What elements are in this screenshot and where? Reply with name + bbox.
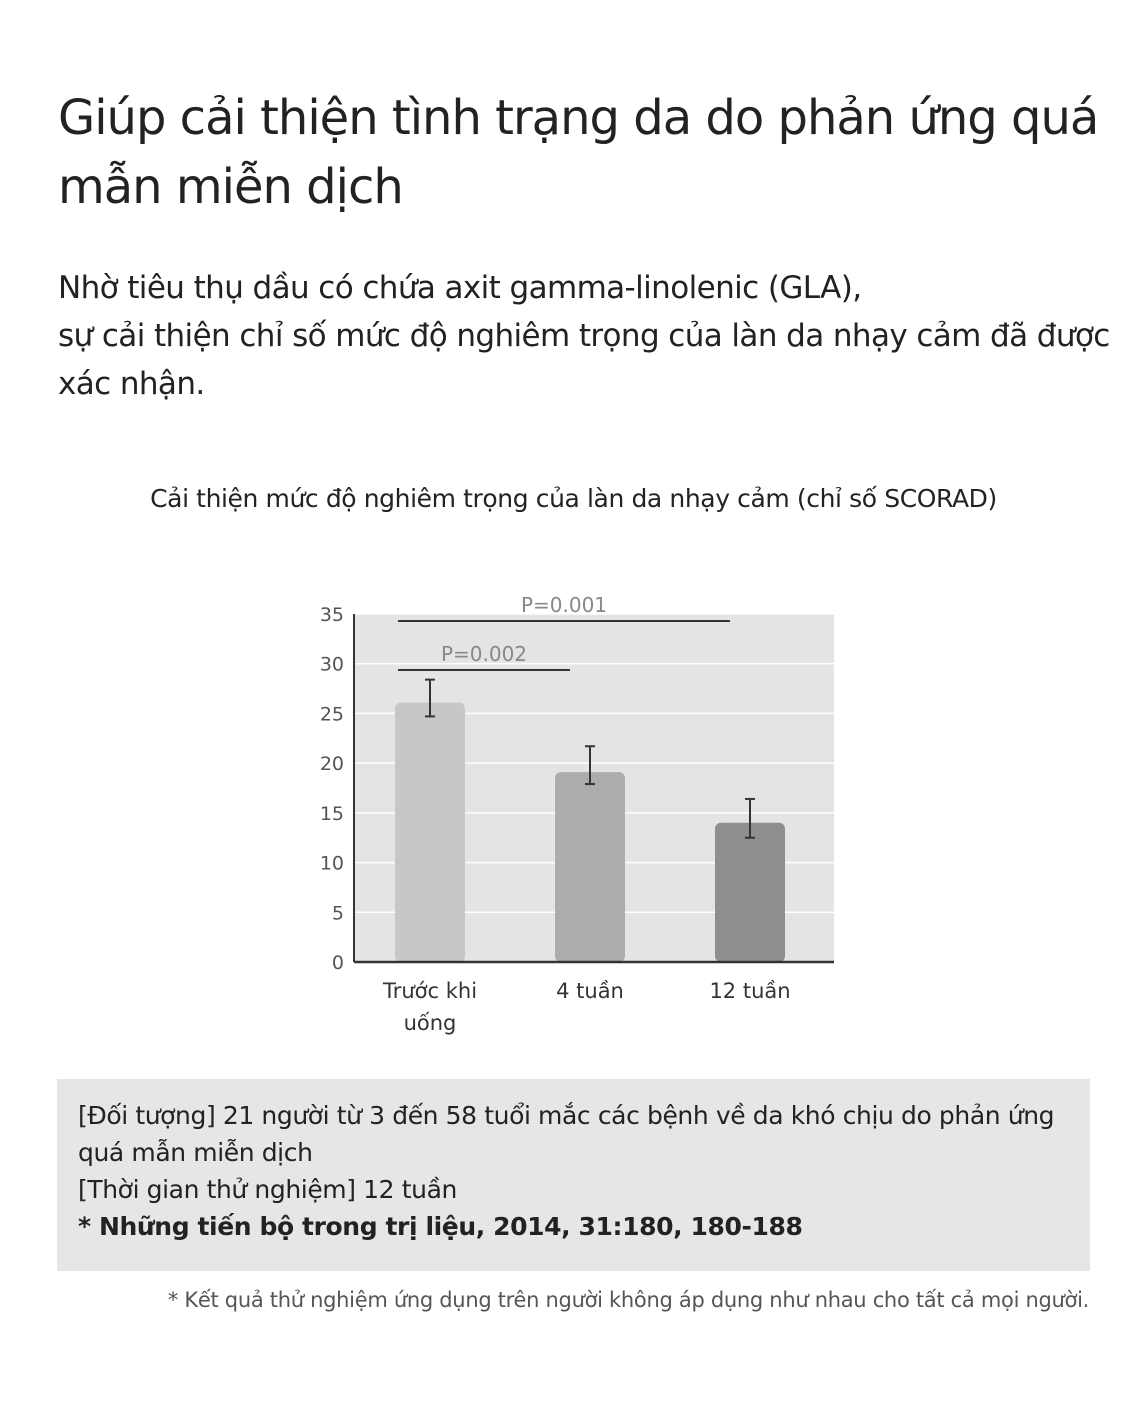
intro-line-2: sự cải thiện chỉ số mức độ nghiêm trọng của làn da nhạy cảm đã được xác nhận.	[58, 318, 1110, 402]
y-tick-label-30: 30	[319, 653, 344, 676]
study-reference: * Những tiến bộ trong trị liệu, 2014, 31:180, 180-188	[78, 1212, 803, 1241]
study-subject-text: 21 người từ 3 đến 58 tuổi mắc các bệnh về da khó chịu do phản ứng quá mẫn miễn dịch	[78, 1101, 1055, 1167]
y-tick-label-25: 25	[319, 703, 344, 726]
y-tick-label-5: 5	[331, 902, 344, 925]
y-tick-label-10: 10	[319, 852, 344, 875]
bar-0	[395, 702, 465, 962]
study-period	[78, 1171, 1070, 1208]
x-tick-label-0-0: Trước khi	[382, 979, 478, 1003]
scorad-bar-chart	[290, 580, 850, 1050]
study-period-text: 12 tuần	[355, 1175, 457, 1204]
page-title: Giúp cải thiện tình trạng da do phản ứng quá mẫn miễn dịch	[58, 90, 1099, 215]
y-tick-label-15: 15	[319, 802, 344, 825]
y-tick-label-20: 20	[319, 753, 344, 776]
y-tick-label-0: 0	[331, 952, 344, 974]
study-subject	[78, 1097, 1070, 1171]
intro-line-1: Nhờ tiêu thụ dầu có chứa axit gamma-linolenic (GLA),	[58, 270, 862, 306]
study-period-label: [Thời gian thử nghiệm]	[78, 1175, 356, 1204]
significance-label-0: P=0.001	[520, 593, 608, 617]
intro-paragraph	[58, 264, 1118, 408]
x-tick-label-2-0: 12 tuần	[709, 979, 791, 1003]
study-subject-label: [Đối tượng]	[78, 1101, 216, 1130]
study-notes-box	[57, 1079, 1090, 1271]
x-tick-label-0-1: uống	[403, 1011, 457, 1035]
bar-2	[715, 823, 785, 962]
y-tick-label-35: 35	[319, 604, 344, 626]
chart-title: Cải thiện mức độ nghiêm trọng của làn da nhạy cảm (chỉ số SCORAD)	[150, 484, 997, 513]
disclaimer-footnote: * Kết quả thử nghiệm ứng dụng trên người không áp dụng như nhau cho tất cả mọi người.	[167, 1288, 1089, 1312]
x-tick-label-1-0: 4 tuần	[556, 979, 624, 1003]
significance-label-1: P=0.002	[440, 642, 528, 666]
bar-1	[555, 772, 625, 962]
